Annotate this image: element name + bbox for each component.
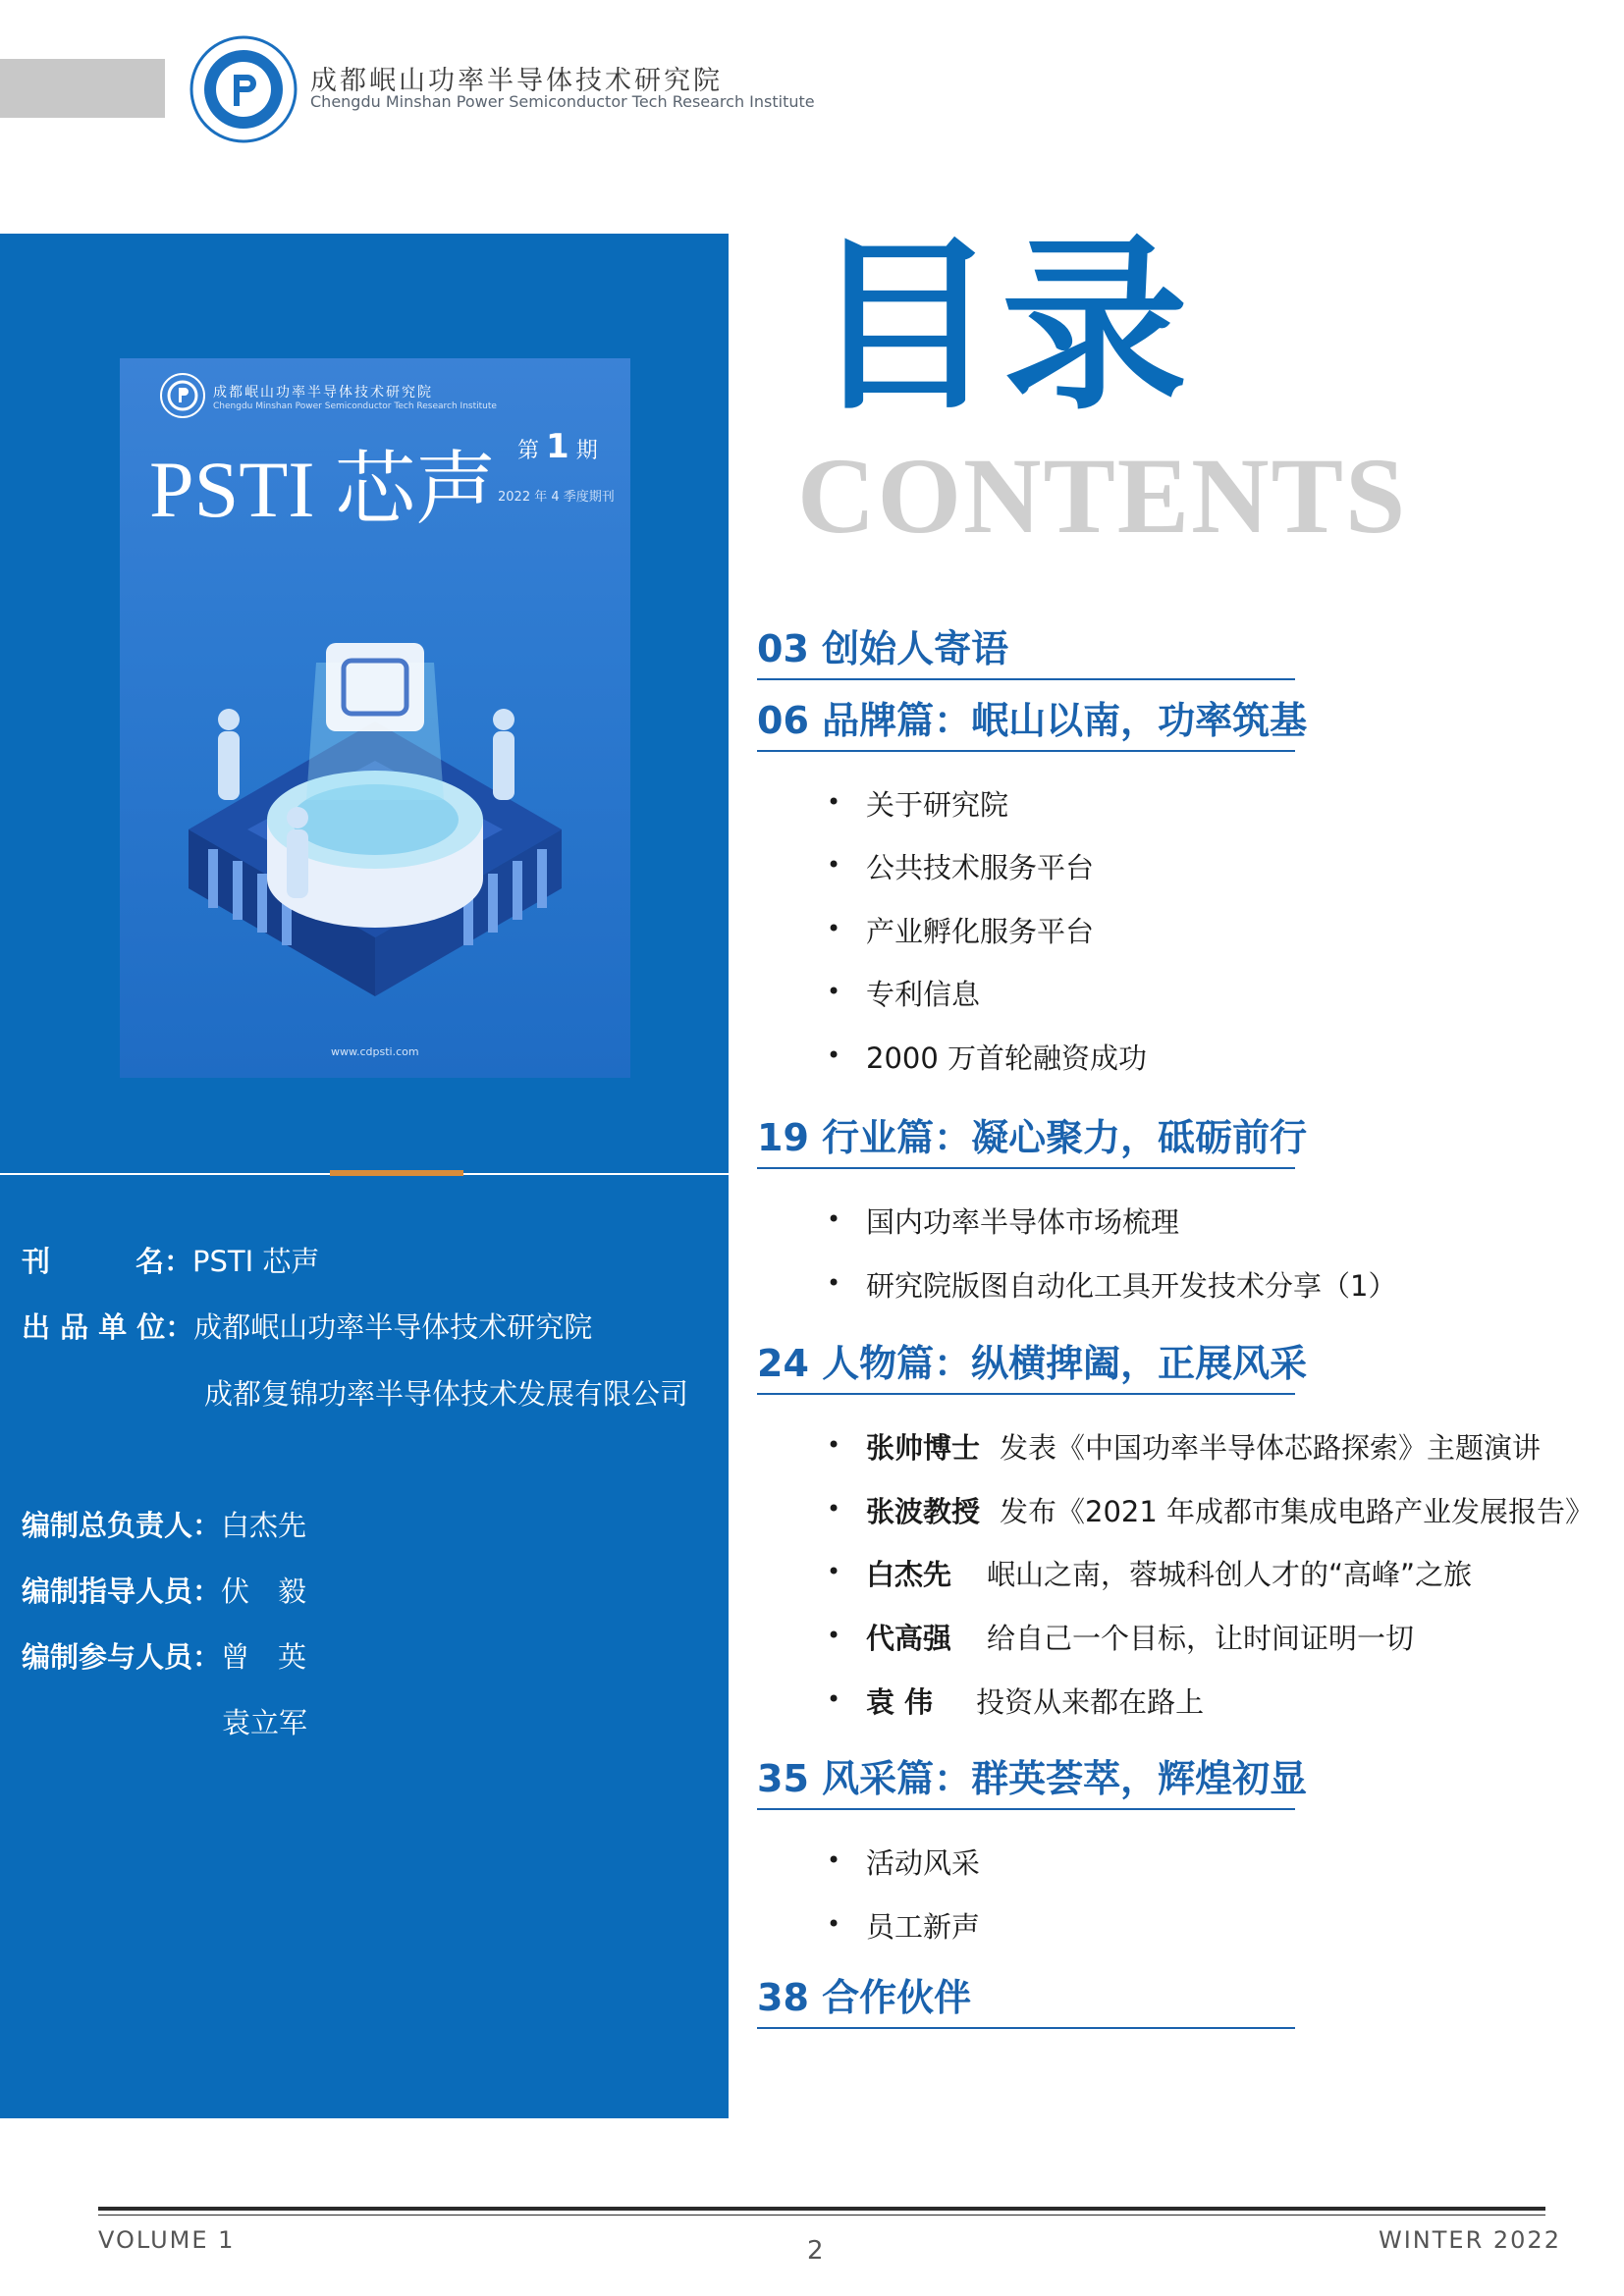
toc-section-style[interactable]: 35 风采篇：群英荟萃，辉煌初显 [757,1748,1295,1810]
toc-item-person[interactable] [866,1553,1472,1593]
footer-rule-thick [98,2207,1545,2211]
bullet-icon: • [827,1846,841,1874]
toc-item-person[interactable] [866,1681,1204,1721]
info-name-value: PSTI 芯声 [192,1245,320,1278]
person-name: 袁 伟 [866,1685,934,1719]
footer-rule-thin [98,2215,1545,2216]
cover-org-name-cn: 成都岷山功率半导体技术研究院 [213,385,433,400]
cover-date: 2022 年 4 季度期刊 [498,490,615,505]
info-publisher-row [22,1306,592,1346]
bullet-icon: • [827,1041,841,1069]
toc-item-person[interactable] [866,1617,1414,1657]
person-name: 白杰先 [866,1558,952,1591]
toc-heading-cn: 目录 [811,218,1193,435]
toc-item-about[interactable]: 关于研究院 [866,788,1009,822]
toc-item-funding[interactable]: 2000 万首轮融资成功 [866,1041,1148,1075]
cover-org-name-en: Chengdu Minshan Power Semiconductor Tech Research Institute [213,401,497,411]
footer-volume: VOLUME 1 [98,2226,236,2254]
chip-illustration [169,604,581,1036]
cover-logo-icon [159,372,206,419]
footer-season: WINTER 2022 [1379,2226,1561,2254]
toc-item-person[interactable] [866,1426,1541,1467]
header-org-name-cn: 成都岷山功率半导体技术研究院 [310,66,723,96]
toc-heading-en: CONTENTS [797,436,1408,556]
bullet-icon: • [827,1910,841,1938]
info-guide-row [22,1570,306,1610]
person-name: 代高强 [866,1622,952,1655]
info-name-label: 刊 名： [22,1245,193,1278]
toc-section-founder[interactable]: 03 创始人寄语 [757,618,1295,680]
bullet-icon: • [827,1685,841,1713]
toc-item-person[interactable] [866,1490,1594,1530]
bullet-icon: • [827,1269,841,1297]
cover-issue-prefix: 第 [517,439,540,463]
panel-divider-accent [330,1170,463,1176]
toc-section-brand[interactable]: 06 品牌篇：岷山以南，功率筑基 [757,690,1295,752]
info-publisher-2: 成都复锦功率半导体技术发展有限公司 [204,1377,689,1411]
magazine-cover [120,358,630,1078]
info-chief-value: 白杰先 [221,1509,307,1542]
person-topic: 岷山之南，蓉城科创人才的“高峰”之旅 [987,1558,1473,1591]
bullet-icon: • [827,1495,841,1522]
toc-item-market[interactable]: 国内功率半导体市场梳理 [866,1205,1180,1239]
toc-item-patents[interactable]: 专利信息 [866,978,981,1011]
person-topic: 给自己一个目标，让时间证明一切 [987,1622,1415,1655]
person-topic: 发表《中国功率半导体芯路探索》主题演讲 [1000,1431,1542,1465]
header-org-name-en: Chengdu Minshan Power Semiconductor Tech Research Institute [310,92,815,111]
cover-issue-suffix: 期 [575,439,598,463]
cover-issue [517,427,598,466]
header-gray-bar [0,59,165,118]
info-name-row [22,1240,319,1280]
person-name: 张波教授 [866,1495,981,1528]
toc-section-industry[interactable]: 19 行业篇：凝心聚力，砥砺前行 [757,1107,1295,1169]
info-guide-label: 编制指导人员： [22,1575,222,1608]
toc-item-public-platform[interactable]: 公共技术服务平台 [866,851,1095,884]
bullet-icon: • [827,915,841,942]
institute-logo [189,35,298,143]
info-chief-row [22,1504,306,1544]
bullet-icon: • [827,1622,841,1649]
cover-url: www.cdpsti.com [331,1045,419,1058]
toc-item-activities[interactable]: 活动风采 [866,1846,981,1880]
toc-item-staff-voices[interactable]: 员工新声 [866,1910,981,1944]
info-publisher-label: 出 品 单 位： [22,1310,194,1344]
toc-section-people[interactable]: 24 人物篇：纵横捭阖，正展风采 [757,1333,1295,1395]
footer-page-number: 2 [807,2236,824,2266]
info-chief-label: 编制总负责人： [22,1509,222,1542]
cover-issue-number: 1 [546,427,569,466]
info-members-row [22,1635,306,1676]
bullet-icon: • [827,1431,841,1459]
person-topic: 发布《2021 年成都市集成电路产业发展报告》 [1000,1495,1595,1528]
info-member-2: 袁立军 [222,1706,308,1739]
bullet-icon: • [827,978,841,1005]
bullet-icon: • [827,851,841,879]
bullet-icon: • [827,1205,841,1233]
info-member-1: 曾 英 [221,1640,307,1674]
info-members-label: 编制参与人员： [22,1640,222,1674]
person-name: 张帅博士 [866,1431,981,1465]
toc-item-layout-tool[interactable]: 研究院版图自动化工具开发技术分享（1） [866,1269,1397,1303]
person-topic: 投资从来都在路上 [976,1685,1205,1719]
info-publisher-1: 成都岷山功率半导体技术研究院 [193,1310,593,1344]
bullet-icon: • [827,1558,841,1585]
info-guide-value: 伏 毅 [221,1575,307,1608]
bullet-icon: • [827,788,841,816]
cover-title: PSTI 芯声 [149,445,497,534]
toc-section-partners[interactable]: 38 合作伙伴 [757,1967,1295,2029]
toc-item-incubation-platform[interactable]: 产业孵化服务平台 [866,915,1095,948]
